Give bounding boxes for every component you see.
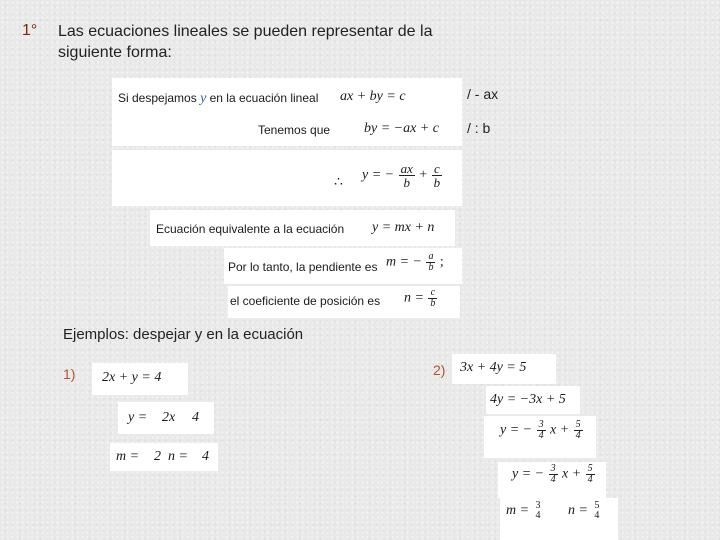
slide-number: 1° bbox=[22, 22, 38, 39]
example-1-n-label: n = bbox=[168, 449, 188, 464]
derivation-row-1 bbox=[112, 78, 462, 114]
example-2-step-3: y = − $\frac{3}{4}$ x + $\frac{5}{4}$ bbox=[512, 463, 593, 485]
example-1-label: 1) bbox=[63, 366, 76, 382]
row5-equation: m = − $\frac{a}{b}$ ; bbox=[386, 251, 444, 273]
row1-variable: y bbox=[200, 91, 207, 106]
derivation-row-5 bbox=[224, 248, 462, 284]
example-2-m: m = 3 4 bbox=[506, 500, 541, 521]
derivation-row-6 bbox=[228, 286, 460, 318]
derivation-row-3 bbox=[112, 150, 462, 206]
derivation-row-4 bbox=[150, 210, 455, 246]
slide-heading: Las ecuaciones lineales se pueden representar de la siguiente forma: bbox=[58, 23, 433, 61]
example-2-label: 2) bbox=[433, 362, 446, 378]
example-2-step-1: 4y = −3x + 5 bbox=[490, 392, 566, 407]
row1-text-2: en la ecuación lineal bbox=[209, 91, 319, 105]
example-1-solved-box bbox=[118, 402, 214, 434]
example-1-equation: 2x + y = 4 bbox=[102, 370, 162, 385]
row4-text: Ecuación equivalente a la ecuación bbox=[156, 222, 345, 236]
example-2-equation: 3x + 4y = 5 bbox=[460, 360, 527, 375]
example-1-solved-mid: 2x bbox=[162, 410, 176, 425]
row2-equation: by = −ax + c bbox=[364, 121, 439, 136]
therefore-symbol: ∴ bbox=[334, 175, 343, 190]
example-2-step-3-box bbox=[498, 462, 606, 498]
row6-equation: n = $\frac{c}{b}$ bbox=[404, 287, 436, 309]
example-1-m-label: m = bbox=[116, 449, 140, 464]
row1-text: Si despejamos bbox=[118, 91, 197, 105]
row4-equation: y = mx + n bbox=[372, 220, 435, 235]
row1-equation: ax + by = c bbox=[340, 89, 406, 104]
example-2-result-box bbox=[500, 498, 618, 540]
example-2-n: n = 5 4 bbox=[568, 500, 600, 521]
side-note-divide-b: / : b bbox=[467, 120, 491, 136]
derivation-row-2 bbox=[112, 114, 462, 146]
example-2-equation-box bbox=[452, 354, 556, 384]
example-1-m-value: 2 bbox=[154, 449, 161, 464]
row3-equation: y = − $\frac{ax}{b}$ + $\frac{c}{b}$ bbox=[362, 161, 441, 190]
examples-title: Ejemplos: despejar y en la ecuación bbox=[63, 326, 304, 343]
example-1-n-value: 4 bbox=[202, 449, 209, 464]
row2-text: Tenemos que bbox=[258, 123, 331, 137]
row6-text: el coeficiente de posición es bbox=[230, 294, 381, 308]
example-1-solved-rhs: 4 bbox=[192, 410, 199, 425]
example-2-step-2-box bbox=[484, 416, 596, 458]
example-1-result-box bbox=[110, 443, 218, 471]
side-note-subtract-ax: / - ax bbox=[467, 86, 499, 102]
row5-text: Por lo tanto, la pendiente es bbox=[228, 260, 378, 274]
example-2-step-2: y = − $\frac{3}{4}$ x + $\frac{5}{4}$ bbox=[500, 419, 581, 441]
example-1-solved-lhs: y = bbox=[128, 410, 148, 425]
example-2-step-1-box bbox=[486, 386, 580, 414]
example-1-equation-box bbox=[92, 363, 188, 395]
